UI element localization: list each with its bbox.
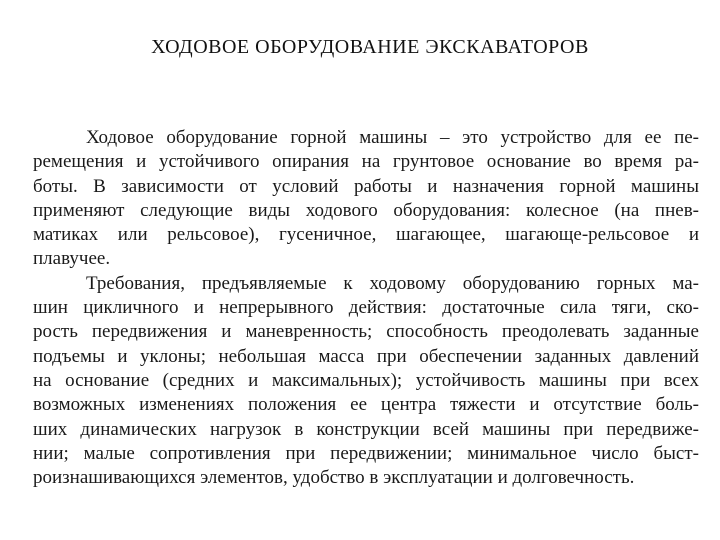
text-line: подъемы и уклоны; небольшая масса при обеспечении заданных давлений — [33, 345, 699, 367]
page-title: ХОДОВОЕ ОБОРУДОВАНИЕ ЭКСКАВАТОРОВ — [151, 36, 589, 58]
paragraph-2 — [33, 272, 699, 491]
text-line: применяют следующие виды ходового оборудования: колесное (на пнев- — [33, 199, 699, 221]
text-line: шин цикличного и непрерывного действия: достаточные сила тяги, ско- — [33, 297, 699, 319]
paragraph-1 — [33, 126, 699, 272]
text-line: ремещения и устойчивого опирания на грунтовое основание во время ра- — [33, 151, 699, 173]
text-line: роизнашивающихся элементов, удобство в эксплуатации и долговечность. — [33, 467, 635, 489]
text-line: Ходовое оборудование горной машины – это устройство для ее пе- — [86, 127, 699, 148]
text-line: боты. В зависимости от условий работы и назначения горной машины — [33, 175, 699, 197]
text-line: на основание (средних и максимальных); устойчивость машины при всех — [33, 369, 699, 391]
text-line: матиках или рельсовое), гусеничное, шагающее, шагающе-рельсовое и — [33, 224, 699, 246]
text-line: рость передвижения и маневренность; способность преодолевать заданные — [33, 321, 699, 343]
text-line: Требования, предъявляемые к ходовому оборудованию горных ма- — [86, 272, 699, 294]
text-line: ших динамических нагрузок в конструкции всей машины при передвиже- — [33, 418, 699, 440]
text-line: нии; малые сопротивления при передвижении; минимальное число быст- — [33, 442, 699, 464]
text-line: плавучее. — [33, 248, 111, 270]
text-line: возможных изменениях положения ее центра тяжести и отсутствие боль- — [33, 394, 699, 416]
body-text — [33, 126, 699, 490]
